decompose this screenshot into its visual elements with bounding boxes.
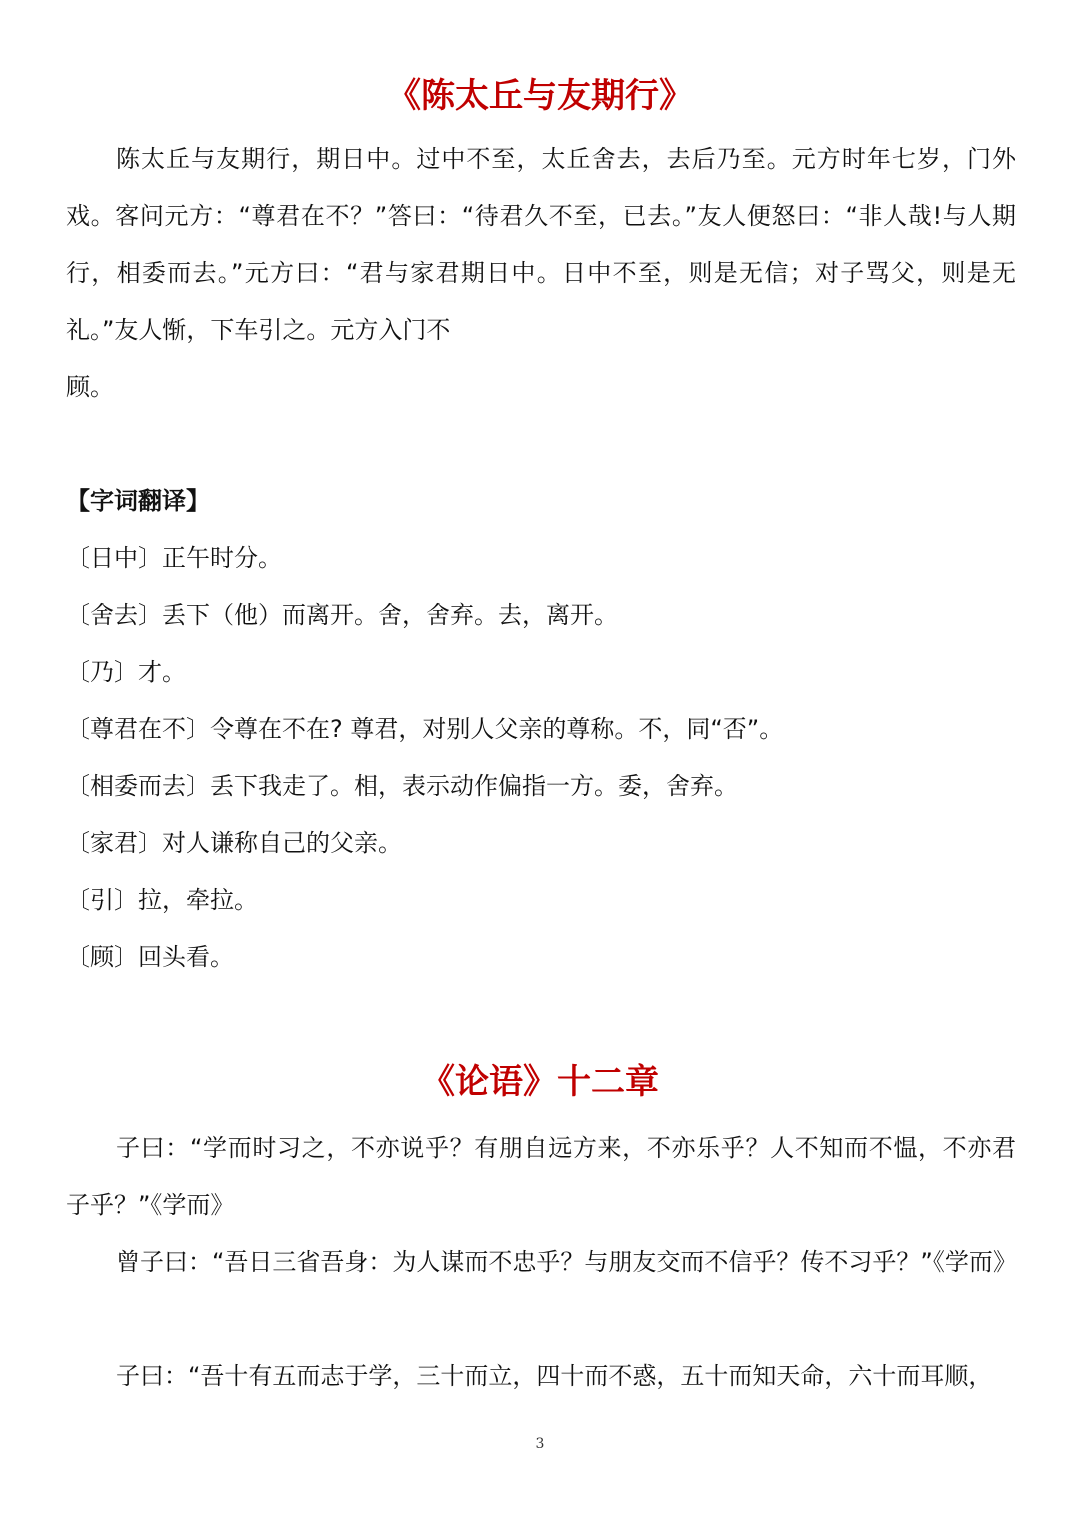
analects-paragraph: 子曰：“吾十有五而志于学，三十而立，四十而不惑，五十而知天命，六十而耳顺， (116, 1362, 993, 1390)
body-paragraph-chen-taiqiu: 陈太丘与友期行，期日中。过中不至，太丘舍去，去后乃至。元方时年七岁，门外戏。客问元方：“尊君在不？”答曰：“待君久不至，已去。”友人便怒曰：“非人哉!与人期行，相委而去。”元方曰：“君与家君期日中。日中不至，则是无信；对子骂父，则是无礼。”友人惭，下车引之。元方入门不 (66, 145, 1016, 344)
glossary-item: 〔家君〕对人谦称自己的父亲。 (66, 829, 402, 857)
analects-paragraph: 曾子曰：“吾日三省吾身：为人谋而不忠乎？与朋友交而不信乎？传不习乎？”《学而》 (116, 1248, 1017, 1276)
glossary-item: 〔顾〕回头看。 (66, 943, 234, 971)
body-paragraph-tail: 顾。 (66, 373, 114, 401)
section-title-analects: 《论语》十二章 (421, 1062, 659, 1102)
page-number: 3 (535, 1436, 545, 1452)
analects-paragraph: 子曰：“学而时习之，不亦说乎？有朋自远方来，不亦乐乎？人不知而不愠，不亦君子乎？”《学而》 (66, 1134, 1016, 1219)
glossary-item: 〔相委而去〕丢下我走了。相，表示动作偏指一方。委，舍弃。 (66, 772, 738, 800)
glossary-heading: 【字词翻译】 (66, 487, 210, 515)
glossary-item: 〔乃〕才。 (66, 658, 186, 686)
glossary-item: 〔尊君在不〕令尊在不在? 尊君，对别人父亲的尊称。不，同“否”。 (66, 715, 784, 743)
glossary-item: 〔引〕拉，牵拉。 (66, 886, 258, 914)
section-title-chen-taiqiu: 《陈太丘与友期行》 (387, 76, 693, 116)
glossary-item: 〔舍去〕丢下（他）而离开。舍，舍弃。去，离开。 (66, 601, 618, 629)
glossary-item: 〔日中〕正午时分。 (66, 544, 282, 572)
